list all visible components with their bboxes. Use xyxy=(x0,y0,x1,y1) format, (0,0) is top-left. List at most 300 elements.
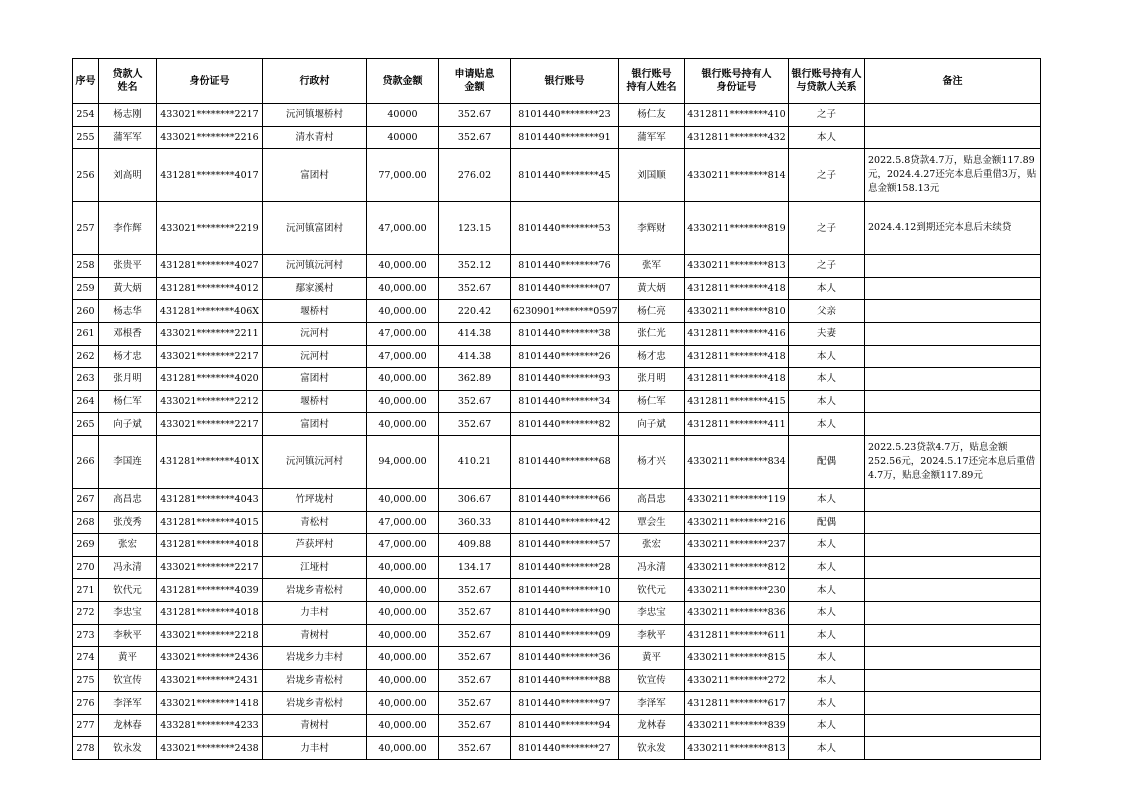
cell-id: 433021********2218 xyxy=(157,624,263,647)
cell-name: 张宏 xyxy=(99,534,157,557)
cell-note xyxy=(865,322,1041,345)
cell-seq: 269 xyxy=(73,534,99,557)
cell-seq: 260 xyxy=(73,300,99,323)
cell-amount: 40,000.00 xyxy=(367,737,439,760)
cell-relation: 之子 xyxy=(789,202,865,255)
cell-note xyxy=(865,737,1041,760)
header-seq: 序号 xyxy=(73,59,99,104)
cell-village: 力丰村 xyxy=(263,601,367,624)
cell-holder-id: 4312811********416 xyxy=(685,322,789,345)
cell-name: 张贵平 xyxy=(99,255,157,278)
cell-seq: 270 xyxy=(73,556,99,579)
cell-id: 433021********2436 xyxy=(157,647,263,670)
cell-holder-id: 4330211********834 xyxy=(685,435,789,488)
cell-name: 冯永清 xyxy=(99,556,157,579)
cell-holder: 覃会生 xyxy=(619,511,685,534)
cell-amount: 94,000.00 xyxy=(367,435,439,488)
cell-note xyxy=(865,126,1041,149)
cell-amount: 47,000.00 xyxy=(367,511,439,534)
cell-amount: 40,000.00 xyxy=(367,579,439,602)
table-row xyxy=(73,579,1041,602)
cell-name: 钦宣传 xyxy=(99,669,157,692)
cell-relation: 本人 xyxy=(789,556,865,579)
table-row xyxy=(73,534,1041,557)
cell-holder: 李秋平 xyxy=(619,624,685,647)
cell-name: 刘高明 xyxy=(99,149,157,202)
cell-id: 433021********2217 xyxy=(157,104,263,127)
cell-account: 8101440********23 xyxy=(511,104,619,127)
table-row xyxy=(73,300,1041,323)
cell-amount: 40,000.00 xyxy=(367,413,439,436)
cell-holder: 李泽军 xyxy=(619,692,685,715)
table-row xyxy=(73,390,1041,413)
cell-holder-id: 4330211********272 xyxy=(685,669,789,692)
cell-id: 433021********1418 xyxy=(157,692,263,715)
cell-holder-id: 4330211********237 xyxy=(685,534,789,557)
cell-subsidy: 360.33 xyxy=(439,511,511,534)
cell-amount: 40,000.00 xyxy=(367,601,439,624)
cell-name: 向子斌 xyxy=(99,413,157,436)
cell-relation: 本人 xyxy=(789,714,865,737)
header-name: 贷款人 姓名 xyxy=(99,59,157,104)
table-row xyxy=(73,277,1041,300)
cell-subsidy: 352.67 xyxy=(439,669,511,692)
cell-seq: 265 xyxy=(73,413,99,436)
cell-name: 蒲军军 xyxy=(99,126,157,149)
loan-subsidy-table xyxy=(72,58,1041,760)
cell-holder-id: 4330211********810 xyxy=(685,300,789,323)
cell-note xyxy=(865,601,1041,624)
cell-relation: 配偶 xyxy=(789,511,865,534)
cell-account: 8101440********93 xyxy=(511,368,619,391)
table-row xyxy=(73,737,1041,760)
cell-seq: 258 xyxy=(73,255,99,278)
cell-note xyxy=(865,104,1041,127)
table-row xyxy=(73,601,1041,624)
cell-subsidy: 352.67 xyxy=(439,579,511,602)
cell-relation: 本人 xyxy=(789,126,865,149)
cell-seq: 255 xyxy=(73,126,99,149)
cell-village: 堰桥村 xyxy=(263,300,367,323)
cell-seq: 276 xyxy=(73,692,99,715)
cell-village: 岩垅乡力丰村 xyxy=(263,647,367,670)
cell-seq: 277 xyxy=(73,714,99,737)
table-row xyxy=(73,511,1041,534)
cell-village: 青树村 xyxy=(263,624,367,647)
cell-holder-id: 4312811********418 xyxy=(685,277,789,300)
header-account: 银行账号 xyxy=(511,59,619,104)
cell-amount: 40000 xyxy=(367,104,439,127)
cell-name: 张月明 xyxy=(99,368,157,391)
cell-account: 8101440********66 xyxy=(511,488,619,511)
cell-village: 青松村 xyxy=(263,511,367,534)
cell-account: 8101440********26 xyxy=(511,345,619,368)
cell-subsidy: 352.67 xyxy=(439,390,511,413)
cell-relation: 本人 xyxy=(789,390,865,413)
cell-village: 江垭村 xyxy=(263,556,367,579)
cell-relation: 本人 xyxy=(789,737,865,760)
cell-seq: 256 xyxy=(73,149,99,202)
cell-subsidy: 352.12 xyxy=(439,255,511,278)
table-row xyxy=(73,624,1041,647)
cell-holder: 杨仁友 xyxy=(619,104,685,127)
cell-relation: 本人 xyxy=(789,669,865,692)
cell-relation: 本人 xyxy=(789,277,865,300)
cell-holder-id: 4330211********230 xyxy=(685,579,789,602)
cell-relation: 之子 xyxy=(789,149,865,202)
cell-village: 岩垅乡青松村 xyxy=(263,692,367,715)
cell-amount: 40,000.00 xyxy=(367,390,439,413)
cell-village: 清水青村 xyxy=(263,126,367,149)
table-row xyxy=(73,104,1041,127)
cell-relation: 本人 xyxy=(789,692,865,715)
cell-id: 431281********4015 xyxy=(157,511,263,534)
cell-village: 富团村 xyxy=(263,368,367,391)
cell-account: 8101440********10 xyxy=(511,579,619,602)
cell-seq: 268 xyxy=(73,511,99,534)
cell-holder: 杨才忠 xyxy=(619,345,685,368)
cell-holder-id: 4312811********415 xyxy=(685,390,789,413)
cell-holder: 高昌忠 xyxy=(619,488,685,511)
cell-id: 433021********2217 xyxy=(157,345,263,368)
cell-village: 沅河镇沅河村 xyxy=(263,255,367,278)
cell-note xyxy=(865,277,1041,300)
cell-id: 431281********4020 xyxy=(157,368,263,391)
cell-subsidy: 362.89 xyxy=(439,368,511,391)
cell-amount: 40,000.00 xyxy=(367,692,439,715)
cell-village: 沅河镇富团村 xyxy=(263,202,367,255)
cell-holder-id: 4330211********813 xyxy=(685,737,789,760)
cell-subsidy: 134.17 xyxy=(439,556,511,579)
cell-holder-id: 4330211********812 xyxy=(685,556,789,579)
cell-holder: 张宏 xyxy=(619,534,685,557)
cell-subsidy: 352.67 xyxy=(439,413,511,436)
table-row xyxy=(73,669,1041,692)
cell-amount: 40,000.00 xyxy=(367,300,439,323)
cell-name: 钦永发 xyxy=(99,737,157,760)
cell-id: 433021********2431 xyxy=(157,669,263,692)
cell-account: 8101440********97 xyxy=(511,692,619,715)
cell-account: 8101440********68 xyxy=(511,435,619,488)
cell-holder-id: 4330211********119 xyxy=(685,488,789,511)
cell-village: 沅河镇沅河村 xyxy=(263,435,367,488)
cell-name: 高昌忠 xyxy=(99,488,157,511)
cell-subsidy: 220.42 xyxy=(439,300,511,323)
cell-account: 8101440********07 xyxy=(511,277,619,300)
cell-village: 堰桥村 xyxy=(263,390,367,413)
cell-id: 431281********4018 xyxy=(157,534,263,557)
cell-holder-id: 4312811********611 xyxy=(685,624,789,647)
cell-note xyxy=(865,255,1041,278)
cell-holder: 钦代元 xyxy=(619,579,685,602)
cell-id: 433281********4233 xyxy=(157,714,263,737)
cell-village: 竹坪垅村 xyxy=(263,488,367,511)
header-village: 行政村 xyxy=(263,59,367,104)
table-row xyxy=(73,647,1041,670)
cell-account: 8101440********76 xyxy=(511,255,619,278)
cell-seq: 254 xyxy=(73,104,99,127)
cell-account: 8101440********94 xyxy=(511,714,619,737)
cell-amount: 40,000.00 xyxy=(367,624,439,647)
cell-relation: 夫妻 xyxy=(789,322,865,345)
cell-note xyxy=(865,511,1041,534)
cell-account: 8101440********42 xyxy=(511,511,619,534)
cell-seq: 275 xyxy=(73,669,99,692)
cell-holder: 黄大炳 xyxy=(619,277,685,300)
cell-id: 431281********4017 xyxy=(157,149,263,202)
cell-relation: 本人 xyxy=(789,647,865,670)
cell-village: 沅河镇堰桥村 xyxy=(263,104,367,127)
header-note: 备注 xyxy=(865,59,1041,104)
cell-note xyxy=(865,534,1041,557)
cell-holder: 冯永清 xyxy=(619,556,685,579)
cell-holder: 杨仁亮 xyxy=(619,300,685,323)
cell-id: 431281********406X xyxy=(157,300,263,323)
table-row xyxy=(73,556,1041,579)
cell-note xyxy=(865,345,1041,368)
cell-subsidy: 123.15 xyxy=(439,202,511,255)
cell-name: 黄平 xyxy=(99,647,157,670)
cell-name: 李忠宝 xyxy=(99,601,157,624)
cell-holder: 钦永发 xyxy=(619,737,685,760)
cell-id: 433021********2216 xyxy=(157,126,263,149)
cell-name: 李秋平 xyxy=(99,624,157,647)
cell-holder-id: 4330211********216 xyxy=(685,511,789,534)
cell-id: 431281********4018 xyxy=(157,601,263,624)
cell-subsidy: 352.67 xyxy=(439,104,511,127)
cell-name: 杨志华 xyxy=(99,300,157,323)
cell-holder: 龙林春 xyxy=(619,714,685,737)
table-row xyxy=(73,149,1041,202)
table-row xyxy=(73,692,1041,715)
cell-account: 8101440********91 xyxy=(511,126,619,149)
cell-note xyxy=(865,692,1041,715)
cell-seq: 273 xyxy=(73,624,99,647)
header-row xyxy=(73,59,1041,104)
cell-seq: 263 xyxy=(73,368,99,391)
cell-account: 6230901********0597 xyxy=(511,300,619,323)
cell-account: 8101440********82 xyxy=(511,413,619,436)
cell-id: 433021********2217 xyxy=(157,556,263,579)
cell-village: 岩垅乡青松村 xyxy=(263,669,367,692)
cell-seq: 267 xyxy=(73,488,99,511)
cell-account: 8101440********88 xyxy=(511,669,619,692)
header-holder-id: 银行账号持有人 身份证号 xyxy=(685,59,789,104)
table-row xyxy=(73,488,1041,511)
cell-amount: 47,000.00 xyxy=(367,202,439,255)
cell-note xyxy=(865,300,1041,323)
cell-holder-id: 4330211********813 xyxy=(685,255,789,278)
cell-relation: 本人 xyxy=(789,488,865,511)
cell-amount: 40,000.00 xyxy=(367,714,439,737)
cell-subsidy: 306.67 xyxy=(439,488,511,511)
cell-seq: 274 xyxy=(73,647,99,670)
cell-seq: 261 xyxy=(73,322,99,345)
cell-name: 张茂秀 xyxy=(99,511,157,534)
cell-name: 杨仁军 xyxy=(99,390,157,413)
cell-subsidy: 352.67 xyxy=(439,126,511,149)
cell-village: 沅河村 xyxy=(263,345,367,368)
cell-amount: 47,000.00 xyxy=(367,322,439,345)
cell-note xyxy=(865,488,1041,511)
cell-account: 8101440********53 xyxy=(511,202,619,255)
cell-holder-id: 4330211********819 xyxy=(685,202,789,255)
cell-relation: 配偶 xyxy=(789,435,865,488)
cell-id: 433021********2438 xyxy=(157,737,263,760)
table-row xyxy=(73,126,1041,149)
cell-amount: 40,000.00 xyxy=(367,669,439,692)
cell-holder: 李忠宝 xyxy=(619,601,685,624)
cell-subsidy: 410.21 xyxy=(439,435,511,488)
cell-relation: 父亲 xyxy=(789,300,865,323)
cell-name: 钦代元 xyxy=(99,579,157,602)
header-id: 身份证号 xyxy=(157,59,263,104)
cell-relation: 本人 xyxy=(789,345,865,368)
cell-subsidy: 414.38 xyxy=(439,322,511,345)
cell-account: 8101440********34 xyxy=(511,390,619,413)
cell-seq: 271 xyxy=(73,579,99,602)
cell-account: 8101440********28 xyxy=(511,556,619,579)
cell-village: 富团村 xyxy=(263,413,367,436)
cell-holder-id: 4312811********617 xyxy=(685,692,789,715)
cell-seq: 266 xyxy=(73,435,99,488)
cell-note xyxy=(865,413,1041,436)
cell-account: 8101440********38 xyxy=(511,322,619,345)
cell-account: 8101440********57 xyxy=(511,534,619,557)
cell-name: 杨志刚 xyxy=(99,104,157,127)
cell-village: 青树村 xyxy=(263,714,367,737)
cell-amount: 40,000.00 xyxy=(367,647,439,670)
cell-holder: 黄平 xyxy=(619,647,685,670)
cell-note: 2022.5.8贷款4.7万，贴息金额117.89元，2024.4.27还完本息后重借3万，贴息金额158.13元 xyxy=(865,149,1041,202)
cell-subsidy: 352.67 xyxy=(439,277,511,300)
cell-subsidy: 352.67 xyxy=(439,647,511,670)
cell-account: 8101440********36 xyxy=(511,647,619,670)
cell-name: 邓根香 xyxy=(99,322,157,345)
cell-note xyxy=(865,624,1041,647)
cell-relation: 之子 xyxy=(789,104,865,127)
cell-relation: 本人 xyxy=(789,413,865,436)
cell-village: 岩垅乡青松村 xyxy=(263,579,367,602)
header-relation: 银行账号持有人 与贷款人关系 xyxy=(789,59,865,104)
cell-relation: 本人 xyxy=(789,579,865,602)
header-subsidy: 申请贴息 金额 xyxy=(439,59,511,104)
cell-name: 杨才忠 xyxy=(99,345,157,368)
cell-holder: 蒲军军 xyxy=(619,126,685,149)
cell-holder-id: 4312811********410 xyxy=(685,104,789,127)
cell-holder-id: 4330211********815 xyxy=(685,647,789,670)
cell-id: 433021********2211 xyxy=(157,322,263,345)
cell-account: 8101440********45 xyxy=(511,149,619,202)
cell-holder: 杨仁军 xyxy=(619,390,685,413)
cell-seq: 264 xyxy=(73,390,99,413)
cell-holder: 刘国顺 xyxy=(619,149,685,202)
cell-id: 433021********2212 xyxy=(157,390,263,413)
table-row xyxy=(73,435,1041,488)
cell-holder: 张月明 xyxy=(619,368,685,391)
cell-amount: 40,000.00 xyxy=(367,556,439,579)
cell-note xyxy=(865,647,1041,670)
cell-account: 8101440********27 xyxy=(511,737,619,760)
cell-seq: 257 xyxy=(73,202,99,255)
header-holder: 银行账号 持有人姓名 xyxy=(619,59,685,104)
cell-subsidy: 352.67 xyxy=(439,714,511,737)
cell-name: 李国连 xyxy=(99,435,157,488)
cell-relation: 本人 xyxy=(789,368,865,391)
cell-seq: 278 xyxy=(73,737,99,760)
cell-amount: 40000 xyxy=(367,126,439,149)
cell-subsidy: 414.38 xyxy=(439,345,511,368)
cell-relation: 本人 xyxy=(789,534,865,557)
cell-relation: 之子 xyxy=(789,255,865,278)
cell-subsidy: 276.02 xyxy=(439,149,511,202)
cell-id: 431281********401X xyxy=(157,435,263,488)
cell-holder-id: 4312811********418 xyxy=(685,345,789,368)
cell-name: 李作辉 xyxy=(99,202,157,255)
cell-id: 431281********4027 xyxy=(157,255,263,278)
cell-holder-id: 4312811********432 xyxy=(685,126,789,149)
cell-note xyxy=(865,368,1041,391)
cell-holder-id: 4312811********418 xyxy=(685,368,789,391)
cell-amount: 47,000.00 xyxy=(367,534,439,557)
table-row xyxy=(73,368,1041,391)
table-row xyxy=(73,413,1041,436)
cell-note xyxy=(865,390,1041,413)
cell-account: 8101440********09 xyxy=(511,624,619,647)
cell-holder: 张仁光 xyxy=(619,322,685,345)
cell-name: 龙林春 xyxy=(99,714,157,737)
cell-id: 433021********2217 xyxy=(157,413,263,436)
table-row xyxy=(73,714,1041,737)
cell-village: 沅河村 xyxy=(263,322,367,345)
cell-amount: 40,000.00 xyxy=(367,277,439,300)
cell-subsidy: 352.67 xyxy=(439,601,511,624)
cell-id: 431281********4012 xyxy=(157,277,263,300)
cell-note xyxy=(865,669,1041,692)
cell-amount: 40,000.00 xyxy=(367,488,439,511)
cell-id: 433021********2219 xyxy=(157,202,263,255)
cell-name: 黄大炳 xyxy=(99,277,157,300)
cell-amount: 77,000.00 xyxy=(367,149,439,202)
cell-amount: 40,000.00 xyxy=(367,368,439,391)
cell-seq: 262 xyxy=(73,345,99,368)
cell-village: 芦获坪村 xyxy=(263,534,367,557)
cell-holder: 向子斌 xyxy=(619,413,685,436)
table-row xyxy=(73,255,1041,278)
cell-holder: 张军 xyxy=(619,255,685,278)
cell-holder-id: 4312811********411 xyxy=(685,413,789,436)
cell-amount: 40,000.00 xyxy=(367,255,439,278)
table-row xyxy=(73,202,1041,255)
cell-holder-id: 4330211********814 xyxy=(685,149,789,202)
cell-subsidy: 409.88 xyxy=(439,534,511,557)
cell-holder-id: 4330211********839 xyxy=(685,714,789,737)
cell-subsidy: 352.67 xyxy=(439,737,511,760)
cell-relation: 本人 xyxy=(789,601,865,624)
cell-village: 鄢家溪村 xyxy=(263,277,367,300)
cell-holder: 杨才兴 xyxy=(619,435,685,488)
cell-name: 李泽军 xyxy=(99,692,157,715)
cell-account: 8101440********90 xyxy=(511,601,619,624)
cell-subsidy: 352.67 xyxy=(439,692,511,715)
cell-village: 力丰村 xyxy=(263,737,367,760)
cell-village: 富团村 xyxy=(263,149,367,202)
table-row xyxy=(73,322,1041,345)
cell-note xyxy=(865,714,1041,737)
cell-amount: 47,000.00 xyxy=(367,345,439,368)
cell-seq: 272 xyxy=(73,601,99,624)
cell-note: 2022.5.23贷款4.7万，贴息金额252.56元，2024.5.17还完本息后重借4.7万，贴息金额117.89元 xyxy=(865,435,1041,488)
